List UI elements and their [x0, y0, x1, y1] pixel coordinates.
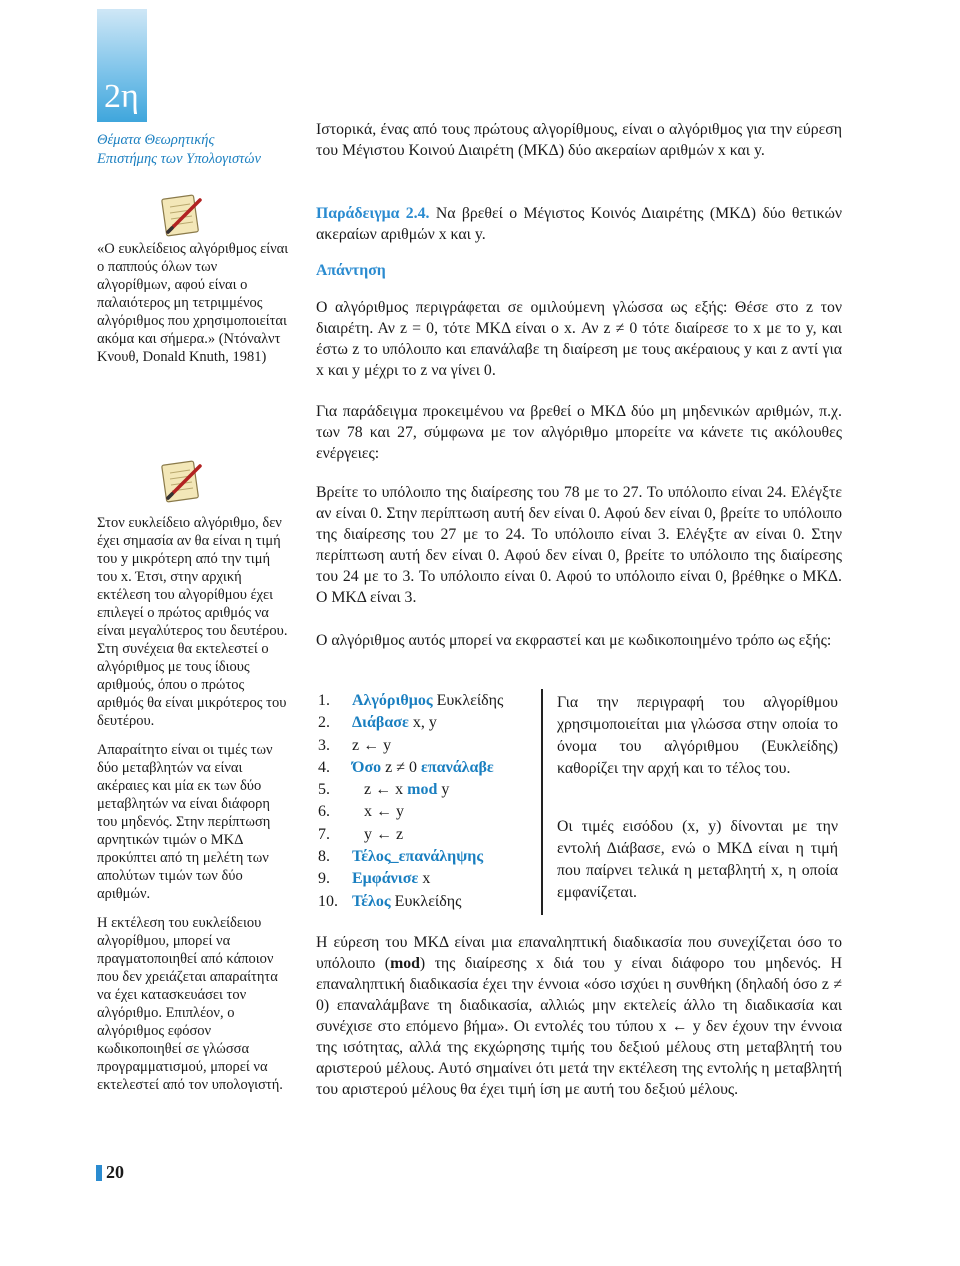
algorithm-line-number: 7. [318, 825, 330, 843]
algorithm-line [318, 801, 543, 823]
example-block [316, 203, 842, 245]
paragraph-2-text: Για παράδειγμα προκειμένου να βρεθεί ο ΜΚΔ δύο μη μηδενικών αριθμών, π.χ. των 78 και 27, σύμφωνα με τον αλγόριθμο μπορείτε να κάνετε τις ακόλουθες ενέργειες: [316, 403, 842, 462]
algorithm-line [318, 846, 543, 868]
algorithm-keyword: Αλγόριθμος [352, 692, 433, 709]
intro-text: Ιστορικά, ένας από τους πρώτους αλγορίθμους, είναι ο αλγόριθμος για την εύρεση του Μέγιστου Κοινού Διαιρέτη (ΜΚΔ) δύο ακεραίων αριθμών x και y. [316, 121, 842, 159]
algorithm-line-number: 2. [318, 714, 330, 732]
algorithm-line-number: 3. [318, 736, 330, 754]
algorithm-line-code: z ← x mod y [352, 781, 450, 799]
sidebar-title-line1: Θέματα Θεωρητικής [97, 132, 215, 148]
page-marker [96, 1165, 102, 1181]
paragraph-5-text [316, 932, 842, 1100]
notepad-pencil-icon [160, 458, 206, 504]
algorithm-line-code: Αλγόριθμος Ευκλείδης [352, 692, 504, 709]
paragraph-4-text: Ο αλγόριθμος αυτός μπορεί να εκφραστεί και με κωδικοποιημένο τρόπο ως εξής: [316, 632, 832, 649]
algorithm-note-2 [557, 816, 838, 904]
paragraph-4 [316, 630, 842, 651]
algorithm-line-number: 6. [318, 803, 330, 821]
algorithm-keyword: Τέλος_επανάληψης [352, 848, 484, 866]
algorithm-keyword: mod [407, 781, 438, 799]
algorithm-keyword: Εμφάνισε [352, 870, 419, 888]
sidebar-title-line2: Επιστήμης των Υπολογιστών [97, 151, 261, 167]
algorithm-line [318, 891, 543, 913]
paragraph-1 [316, 297, 842, 381]
algorithm-line-code: Εμφάνισε x [352, 870, 431, 888]
page-number: 20 [106, 1162, 124, 1182]
algorithm-line-number: 10. [318, 892, 338, 910]
algorithm-line-number: 4. [318, 758, 330, 776]
sidebar-title [97, 131, 297, 169]
algorithm-line-number: 1. [318, 692, 330, 709]
paragraph-5-part-a: Η εύρεση του ΜΚΔ είναι μια επαναληπτική διαδικασία που συνεχίζεται όσο το υπόλοιπο ( [316, 934, 842, 972]
algorithm-line [318, 757, 543, 779]
algorithm-line-number: 9. [318, 870, 330, 888]
notepad-pencil-icon [160, 192, 206, 238]
paragraph-3-text: Βρείτε το υπόλοιπο της διαίρεσης του 78 με το 27. Το υπόλοιπο είναι 24. Ελέγξτε αν είναι 0. Στην περίπτωση αυτή δεν είναι 0. Αφού δεν είναι 0, βρείτε το υπόλοιπο της διαίρεσης του 27 με το 24. Το υπόλοιπο είναι 3. Ελέγξτε αν είναι 0. Στην περίπτωση αυτή δεν είναι 0. Αφού δεν είναι 0, βρείτε το υπόλοιπο της διαίρεσης του 24 με το 3. Το υπόλοιπο είναι 0. Αφού το υπόλοιπο είναι 0, βρέθηκε ο ΜΚΔ. Ο ΜΚΔ είναι 3. [316, 484, 842, 606]
sidebar-note-1: Στον ευκλείδειο αλγόριθμο, δεν έχει σημασία αν θα είναι η τιμή του y μικρότερη από την τιμή του x. Έτσι, στην αρχική εκτέλεση του αλγορίθμου έχει επιλεγεί ο πρώτος αριθμός να είναι μεγαλύτερος του δευτέρου. Στη συνέχεια θα εκτελεστεί ο αλγόριθμος με τους ίδιους αριθμούς, όπου ο πρώτος αριθμός θα είναι μικρότερος του δευτέρου. [97, 515, 288, 729]
paragraph-5-part-b: ) της διαίρεσης x διά του y είναι διάφορο του μηδενός. Η επαναληπτική διαδικασία έχει την έννοια «όσο ισχύει η συνθήκη (δηλαδή όσο z ≠ 0) επαναλάμβανε τη διαδικασία, αλλιώς μην εκτελείς άλλο τη διαδικασία και συνέχισε στο επόμενο βήμα». Οι εντολές του τύπου x ← y δεν έχουν την έννοια της ισότητας, αλλά της εκχώρησης τιμής του δεξιού μέλους στη μεταβλητή του αριστερού μέλους. Αυτό σημαίνει ότι μετά την εκτέλεση της εντολής η μεταβλητή του αριστερού μέλους θα έχει τιμή ίση με αυτή του δεξιού μέλους. [316, 955, 842, 1098]
intro-paragraph [316, 119, 842, 161]
algorithm-note-1 [557, 692, 838, 780]
chapter-number: 2η [104, 78, 139, 115]
algorithm-note-1-text: Για την περιγραφή του αλγορίθμου χρησιμοποιείται μια γλώσσα στην οποία το όνομα του αλγόριθμου (Ευκλείδης) καθορίζει την αρχή και το τέλος του. [557, 694, 838, 777]
answer-heading: Απάντηση [316, 262, 386, 279]
example-label: Παράδειγμα 2.4. [316, 205, 430, 222]
algorithm-line [318, 712, 543, 734]
sidebar-note-3: Η εκτέλεση του ευκλείδειου αλγορίθμου, μπορεί να πραγματοποιηθεί από κάποιον που δεν χρειάζεται απαραίτητα να έχει κατασκευάσει τον αλγόριθμο. Επιπλέον, ο αλγόριθμος εφόσον κωδικοποιηθεί σε γλώσσα προγραμματισμού, μπορεί να εκτελεστεί από τον υπολογιστή. [97, 915, 283, 1093]
algorithm-keyword: Όσο [352, 758, 382, 776]
example-statement [316, 203, 842, 245]
paragraph-5 [316, 932, 842, 1100]
algorithm-line [318, 690, 543, 712]
algorithm-line-code: Διάβασε x, y [352, 714, 437, 732]
algorithm-line-code: y ← z [352, 825, 404, 843]
paragraph-3 [316, 482, 842, 608]
algorithm-line-number: 5. [318, 781, 330, 799]
algorithm-divider [541, 689, 543, 915]
algorithm-line-code: z ← y [352, 736, 392, 754]
algorithm-line-code: Τέλος Ευκλείδης [352, 892, 462, 910]
example-text: Να βρεθεί ο Μέγιστος Κοινός Διαιρέτης (ΜΚΔ) δύο θετικών ακεραίων αριθμών x και y. [316, 205, 843, 243]
sidebar-quote-block [97, 240, 291, 377]
algorithm-note-2-text: Οι τιμές εισόδου (x, y) δίνονται με την εντολή Διάβασε, ενώ ο ΜΚΔ είναι η τιμή που παίρνει τελικά η μεταβλητή x, η οποία εμφανίζεται. [557, 818, 838, 901]
algorithm-line-code: x ← y [352, 803, 404, 821]
sidebar-quote: «Ο ευκλείδειος αλγόριθμος είναι ο παππούς όλων των αλγορίθμων, αφού είναι ο παλαιότερος μη τετριμμένος αλγόριθμος που χρησιμοποιείται ακόμα και σήμερα.» (Ντόναλντ Κνουθ, Donald Knuth, 1981) [97, 241, 289, 365]
mod-keyword: mod [390, 955, 420, 972]
algorithm-line-code [352, 846, 483, 868]
answer-heading-block [316, 260, 842, 281]
algorithm-line [318, 779, 543, 801]
algorithm-line [318, 824, 543, 846]
algorithm-line [318, 735, 543, 757]
paragraph-1-text: Ο αλγόριθμος περιγράφεται σε ομιλούμενη γλώσσα ως εξής: Θέσε στο z τον διαιρέτη. Αν z = 0, τότε ΜΚΔ είναι ο x. Αν z ≠ 0 τότε διαίρεσε το x με το y, και έστω z το υπόλοιπο και επανάλαβε τη διαίρεση με τους ακέραιους y και z αντί για x και y μέχρι το z να γίνει 0. [316, 299, 842, 379]
algorithm-line [318, 868, 543, 890]
algorithm-keyword: επανάλαβε [421, 758, 494, 776]
algorithm-keyword: Διάβασε [352, 714, 409, 732]
algorithm-line-code: Όσο z ≠ 0 επανάλαβε [352, 758, 494, 776]
paragraph-2 [316, 401, 842, 464]
algorithm-line-number: 8. [318, 848, 330, 866]
sidebar-note-2: Απαραίτητο είναι οι τιμές των δύο μεταβλητών να είναι ακέραιες και μία εκ των δύο μεταβλητών να είναι διάφορη του μηδενός. Στην περίπτωση αρνητικών τιμών ο ΜΚΔ προκύπτει από τη μελέτη των απολύτων τιμών των δύο αριθμών. [97, 742, 273, 902]
sidebar-notes [97, 514, 291, 1105]
algorithm-keyword: Τέλος [352, 892, 391, 910]
algorithm-listing [318, 690, 543, 913]
